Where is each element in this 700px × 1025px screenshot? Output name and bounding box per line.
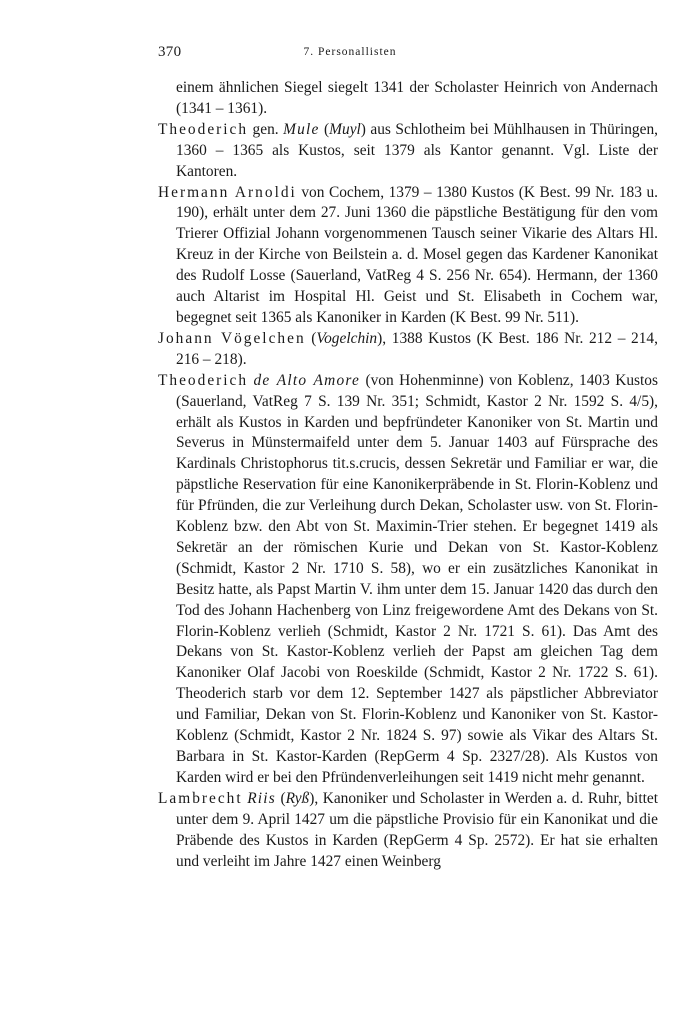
- entry-name: Hermann Arnoldi: [158, 183, 297, 201]
- entry-hermann-arnoldi: [158, 183, 658, 329]
- entry-name: Johann Vögelchen: [158, 329, 306, 347]
- continuation-paragraph: einem ähnlichen Siegel siegelt 1341 der Scholaster Heinrich von Andernach (1341 – 1361).: [176, 79, 658, 117]
- entry-epithet: Riis: [247, 789, 276, 807]
- entry-name: Theoderich: [158, 120, 249, 138]
- entry-text: (: [305, 329, 317, 347]
- entry-theoderich-mule: [158, 120, 658, 183]
- main-text: [158, 78, 658, 872]
- entry-variant: Muyl: [329, 120, 361, 138]
- running-head: 7. Personallisten: [303, 46, 397, 58]
- entry-text: (von Hohenminne) von Koblenz, 1403 Kustos (Sauerland, VatReg 7 S. 139 Nr. 351; Schmidt, Kastor 2 Nr. 1592 S. 4/5), erhält als Kustos in Karden und bepfründeter Kanoniker von St. Martin und Severus in Münstermaifeld unter dem 5. Januar 1403 auf Fürsprache des Kardinals Christophorus tit.s.crucis, dessen Sekretär und Familiar er war, die päpstliche Reservation für eine Kanonikerpräbende in St. Florin-Koblenz und für Pfründen, die zur Verleihung durch Dekan, Scholaster usw. von St. Florin-Koblenz bzw. den Abt von St. Maximin-Trier stehen. Er begegnet 1419 als Sekretär an der römischen Kurie und Dekan von St. Kastor-Koblenz (Schmidt, Kastor 2 Nr. 1710 S. 58), wo er ein zusätzliches Kanonikat in Besitz hatte, als Papst Martin V. ihm unter dem 15. Januar 1420 das durch den Tod des Johann Hachenberg von Linz freigewordene Amt des Dekans von St. Florin-Koblenz verlieh (Schmidt, Kastor 2 Nr. 1721 S. 61). Das Amt des Dekans von St. Kastor-Koblenz verlieh der Papst am gleichen Tag dem Kanoniker Olaf Jacobi von Roeskilde (Schmidt, Kastor 2 Nr. 1722 S. 61). Theoderich starb vor dem 12. September 1427 als päpstlicher Abbreviator und Familiar, Dekan von St. Florin-Koblenz und Kanoniker von St. Kastor-Koblenz (Schmidt, Kastor 2 Nr. 1824 S. 97) sowie als Vikar des Altars St. Barbara in St. Kastor-Karden (RepGerm 4 Sp. 2327/28). Als Kustos von Karden wird er bei den Pfründenverleihungen seit 1419 nicht mehr genannt.: [176, 371, 658, 786]
- entry-name: Lambrecht: [158, 789, 243, 807]
- entry-theoderich-de-alto-amore: [158, 371, 658, 789]
- entry-text: von Cochem, 1379 – 1380 Kustos (K Best. 99 Nr. 183 u. 190), erhält unter dem 27. Juni 1360 die päpstliche Bestätigung für den vom Trierer Offizial Johann vorgenommenen Tausch seiner Vikarie des Altars Hl. Kreuz in der Kirche von Beilstein a. d. Mosel gegen das Kardener Kanonikat des Rudolf Losse (Sauerland, VatReg 4 S. 256 Nr. 654). Hermann, der 1360 auch Altarist im Hospital Hl. Geist und St. Elisabeth in Cochem war, begegnet seit 1365 als Kanoniker in Karden (K Best. 99 Nr. 511).: [176, 183, 658, 326]
- entry-text: (: [275, 789, 286, 807]
- entry-text: ), Kanoniker und Scholaster in Werden a. d. Ruhr, bittet unter dem 9. April 1427 um die päpstliche Provisio für ein Kanonikat und die Präbende des Kustos in Karden (RepGerm 4 Sp. 2572). Er hat sie erhalten und verleiht im Jahre 1427 einen Weinberg: [176, 789, 658, 870]
- entry-johann-voegelchen: [158, 329, 658, 371]
- entry-variant: Ryß: [285, 789, 310, 807]
- entry-text: ) aus Schlotheim bei Mühlhausen in Thüringen, 1360 – 1365 als Kustos, seit 1379 als Kantor genannt. Vgl. Liste der Kantoren.: [176, 120, 658, 180]
- entry-variant: Vogelchin: [316, 329, 378, 347]
- entry-name: Theoderich: [158, 371, 249, 389]
- entry-text: (: [319, 120, 330, 138]
- entry-text: gen.: [248, 120, 284, 138]
- entry-lambrecht-riis: [158, 789, 658, 873]
- page-number: 370: [158, 44, 182, 60]
- entry-epithet: de Alto Amore: [253, 371, 361, 389]
- entry-epithet: Mule: [283, 120, 320, 138]
- entry-text: ), 1388 Kustos (K Best. 186 Nr. 212 – 214, 216 – 218).: [176, 329, 658, 368]
